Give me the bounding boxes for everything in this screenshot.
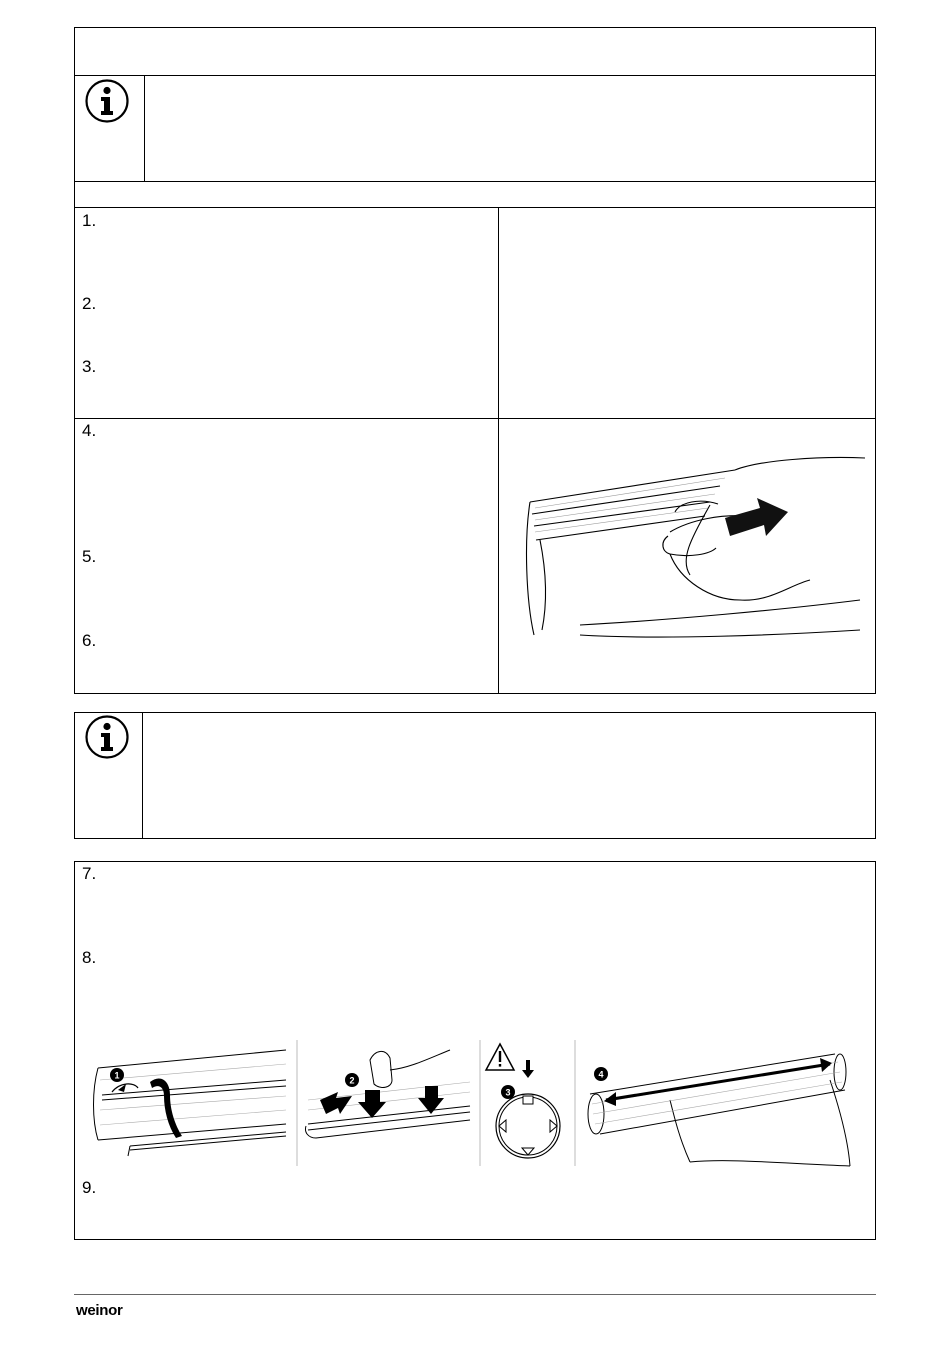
step-number: 9. xyxy=(82,1178,97,1197)
divider xyxy=(74,181,876,182)
step-number: 1. xyxy=(82,211,97,230)
figure-marker: 4 xyxy=(598,1069,604,1080)
figure-marker: 2 xyxy=(349,1075,355,1086)
info-circle-icon xyxy=(84,78,130,124)
step-number: 2. xyxy=(82,294,97,313)
info-circle-icon xyxy=(84,714,130,760)
divider xyxy=(74,75,876,76)
footer-rule xyxy=(74,1294,876,1295)
figure-marker: 1 xyxy=(114,1070,120,1081)
brand-logo: weinor xyxy=(76,1302,123,1319)
step-number: 7. xyxy=(82,864,97,883)
warning-triangle-icon xyxy=(486,1044,514,1070)
divider xyxy=(142,712,143,839)
step-number: 5. xyxy=(82,547,97,566)
step-number: 4. xyxy=(82,421,97,440)
divider xyxy=(74,207,876,208)
divider xyxy=(74,418,876,419)
note-box xyxy=(74,712,876,839)
fabric-pull-illustration xyxy=(520,450,870,665)
figure-strip xyxy=(90,1040,860,1170)
step-number: 3. xyxy=(82,357,97,376)
divider xyxy=(144,75,145,182)
step-number: 6. xyxy=(82,631,97,650)
step-number: 8. xyxy=(82,948,97,967)
figure-marker: 3 xyxy=(505,1087,511,1098)
divider xyxy=(498,207,499,694)
